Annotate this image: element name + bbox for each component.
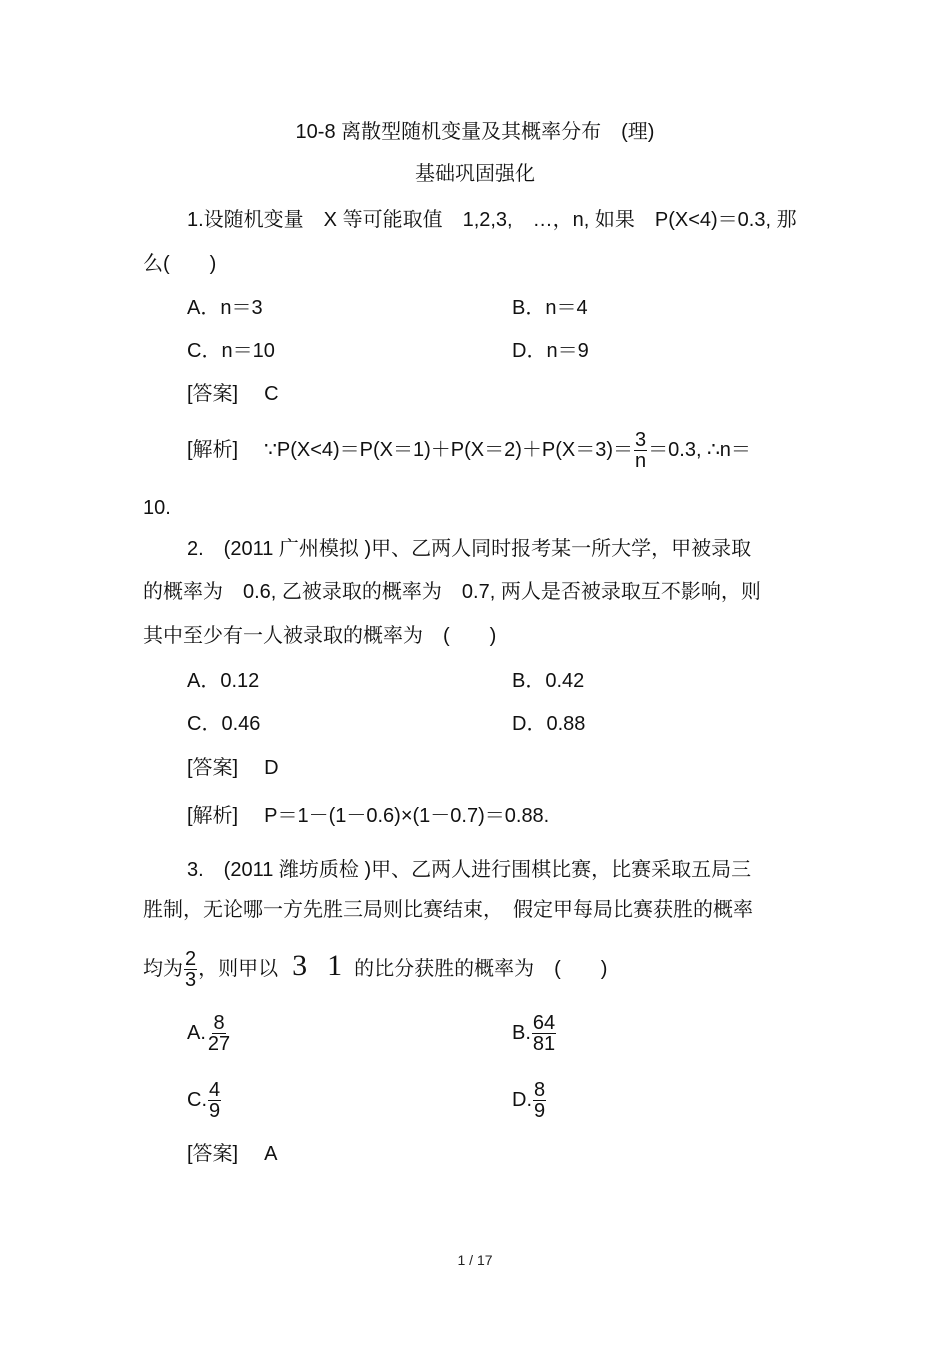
option-label: B.	[512, 1022, 531, 1044]
q2-stem-line3: 其中至少有一人被录取的概率为 ( )	[143, 625, 497, 647]
analysis-text-end: ＝0.3, ∴n＝	[648, 439, 751, 461]
page-title: 10-8 离散型随机变量及其概率分布 (理)	[295, 121, 655, 143]
stem-text: 均为	[143, 958, 183, 980]
q3-stem-line1: 3. (2011 潍坊质检 )甲、乙两人进行围棋比赛，比赛采取五局三	[187, 859, 752, 881]
fraction	[533, 1080, 546, 1121]
fraction	[532, 1013, 556, 1054]
q1-option-d: D．n＝9	[512, 340, 589, 362]
fraction-numerator: 64	[532, 1012, 556, 1035]
stem-text: 的比分获胜的概率为 ( )	[354, 958, 608, 980]
option-label: D.	[512, 1089, 532, 1111]
fraction-numerator: 2	[185, 948, 197, 971]
q1-option-a: A．n＝3	[187, 297, 263, 319]
fraction-numerator: 8	[534, 1079, 546, 1102]
q1-option-c: C．n＝10	[187, 340, 275, 362]
q3-option-b	[512, 1011, 557, 1055]
q2-option-a: A．0.12	[187, 670, 260, 692]
fraction-denominator: 9	[209, 1100, 221, 1123]
analysis-label: [解析]	[187, 439, 239, 461]
fraction	[207, 1013, 231, 1054]
q1-analysis-cont: 10.	[143, 497, 171, 519]
answer-value: D	[264, 757, 279, 779]
fraction-numerator: 4	[209, 1079, 221, 1102]
q1-stem-line2: 么( )	[143, 253, 217, 275]
fraction-numerator: 8	[213, 1012, 225, 1035]
q2-analysis	[187, 804, 549, 828]
q3-stem-line2: 胜制，无论哪一方先胜三局则比赛结束， 假定甲每局比赛获胜的概率	[143, 899, 753, 921]
q3-option-d	[512, 1078, 547, 1122]
fraction-denominator: 27	[207, 1033, 231, 1056]
analysis-text: P＝1－(1－0.6)×(1－0.7)＝0.88.	[264, 805, 550, 827]
q3-option-c	[187, 1078, 222, 1122]
q2-stem-line1: 2. (2011 广州模拟 )甲、乙两人同时报考某一所大学，甲被录取	[187, 538, 752, 560]
fraction-denominator: 81	[532, 1033, 556, 1056]
q3-answer	[187, 1142, 277, 1166]
option-label: A.	[187, 1022, 206, 1044]
score-one: 1	[327, 949, 343, 982]
fraction-denominator: 9	[534, 1100, 546, 1123]
q1-answer	[187, 382, 279, 406]
fraction	[208, 1080, 221, 1121]
fraction-numerator: 3	[635, 429, 647, 452]
fraction	[184, 949, 197, 990]
q2-answer	[187, 756, 279, 780]
q3-option-a	[187, 1011, 232, 1055]
q1-stem-line1: 1.设随机变量 X 等可能取值 1,2,3, …，n, 如果 P(X<4)＝0.3, 那	[187, 209, 797, 231]
analysis-label: [解析]	[187, 805, 239, 827]
stem-text: ，则甲以	[198, 958, 279, 980]
answer-value: C	[264, 383, 279, 405]
q2-stem-line2: 的概率为 0.6, 乙被录取的概率为 0.7, 两人是否被录取互不影响，则	[143, 581, 761, 603]
q2-option-c: C．0.46	[187, 713, 261, 735]
answer-label: [答案]	[187, 757, 239, 779]
q1-option-b: B．n＝4	[512, 297, 588, 319]
q1-analysis	[187, 428, 751, 472]
q2-option-d: D．0.88	[512, 713, 586, 735]
fraction	[634, 430, 647, 471]
page-number: 1 / 17	[457, 1252, 493, 1268]
section-heading: 基础巩固强化	[415, 163, 535, 185]
answer-label: [答案]	[187, 383, 239, 405]
q2-option-b: B．0.42	[512, 670, 585, 692]
fraction-denominator: n	[635, 450, 647, 473]
fraction-denominator: 3	[185, 969, 197, 992]
answer-value: A	[264, 1143, 278, 1165]
answer-label: [答案]	[187, 1143, 239, 1165]
analysis-text: ∵P(X<4)＝P(X＝1)＋P(X＝2)＋P(X＝3)＝	[264, 439, 634, 461]
option-label: C.	[187, 1089, 207, 1111]
q3-stem-line3	[143, 944, 607, 991]
score-three: 3	[292, 949, 308, 982]
